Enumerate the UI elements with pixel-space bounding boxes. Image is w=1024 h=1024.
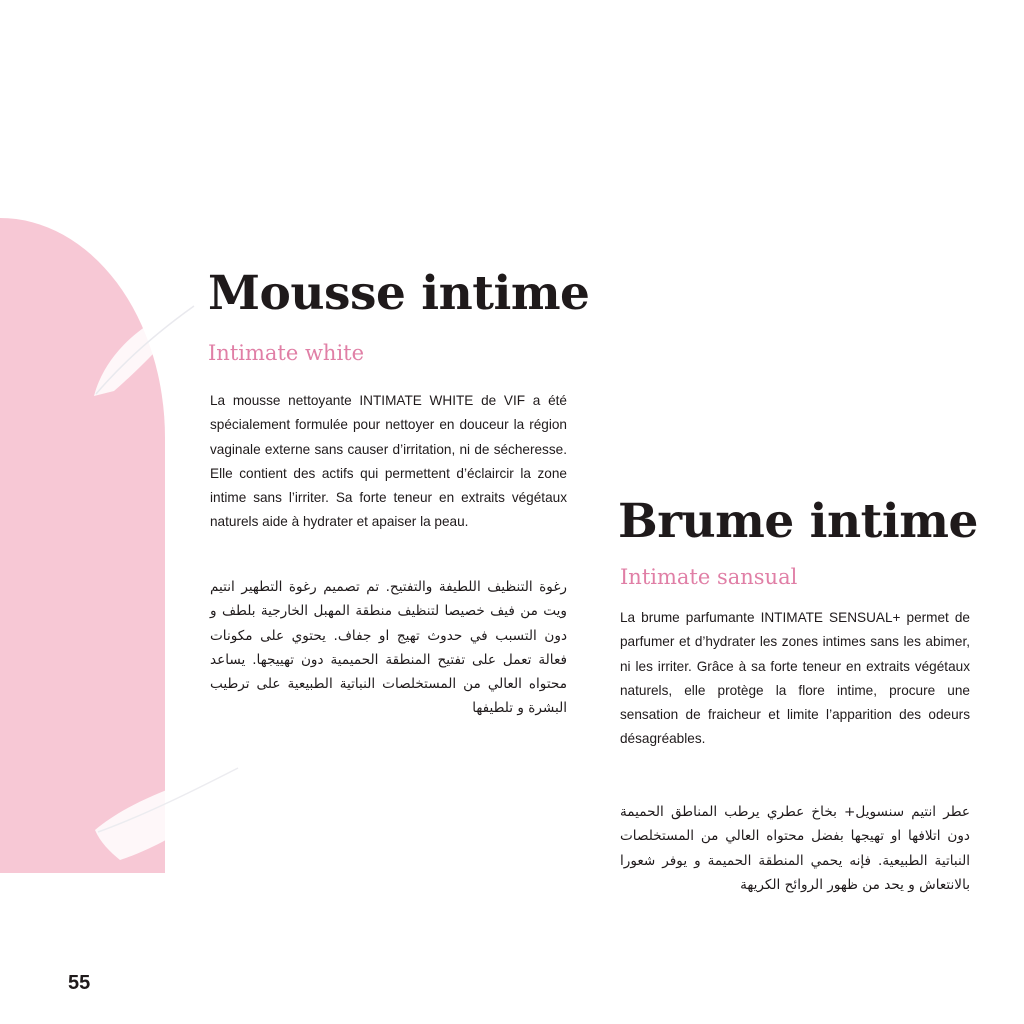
section1-title: Mousse intime <box>208 266 590 321</box>
section1-text-fr: La mousse nettoyante INTIMATE WHITE de VIF a été spécialement formulée pour nettoyer en douceur la région vaginale externe sans causer d’irritation, ni de sécheresse. Elle contient des actifs qui permettent d’éclaircir la zone intime sans l’irriter. Sa forte teneur en extraits végétaux naturels aide à hydrater et apaiser la peau. <box>210 393 567 530</box>
feather-icon <box>90 760 250 870</box>
section2-title: Brume intime <box>618 494 978 549</box>
section2-subtitle: Intimate sansual <box>620 565 798 589</box>
section1-subtitle: Intimate white <box>208 341 365 365</box>
section2-text-fr: La brume parfumante INTIMATE SENSUAL+ permet de parfumer et d’hydrater les zones intimes sans les abimer, ni les irriter. Grâce à sa forte teneur en extraits végétaux naturels, elle protège la flore intime, procure une sensation de fraicheur et limite l’apparition des odeurs désagréables. <box>620 610 970 747</box>
section2-text-ar: عطر انتيم سنسويل+ بخاخ عطري يرطب المناطق الحميمة دون اتلافها او تهيجها بفضل محتواه العالي من المستخلصات النباتية الطبيعية. فإنه يحمي المنطقة الحميمة و يوفر شعورا بالانتعاش و يحد من ظهور الروائح الكريهة <box>620 804 970 893</box>
page-number: 55 <box>68 972 91 994</box>
section1-text-ar: رغوة التنظيف اللطيفة والتفتيح. تم تصميم رغوة التطهير انتيم ويت من فيف خصيصا لتنظيف منطقة المهبل الخارجية بلطف و دون التسبب في حدوث تهيج او جفاف. يحتوي على مكونات فعالة تعمل على تفتيح المنطقة الحميمية دون تهييجها. يساعد محتواه العالي من المستخلصات النباتية الطبيعية على ترطيب البشرة و تلطيفها <box>210 579 567 717</box>
feather-icon <box>84 296 204 406</box>
